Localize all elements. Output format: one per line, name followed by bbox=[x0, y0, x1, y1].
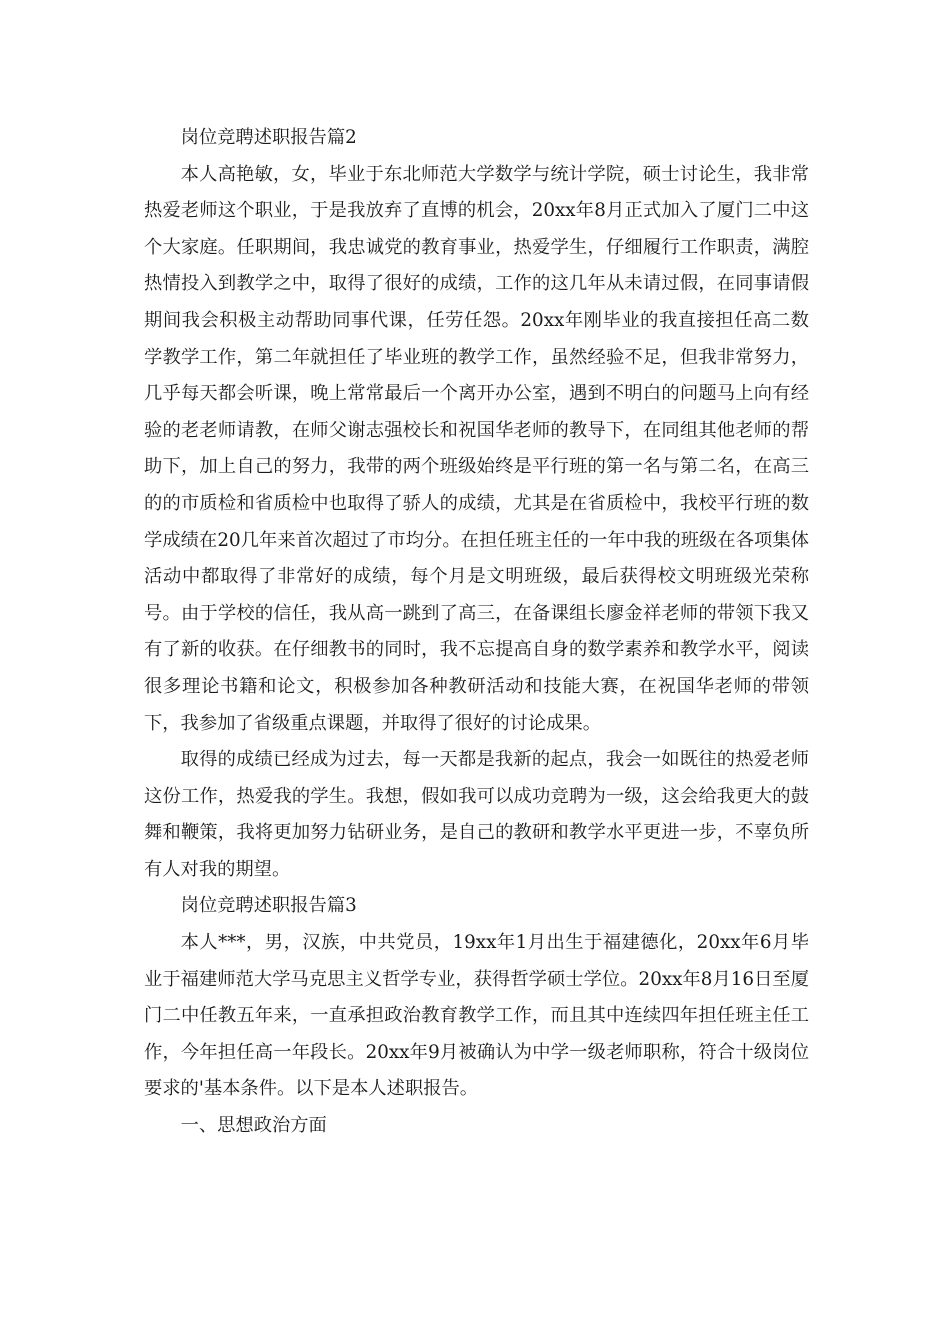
paragraph: 取得的成绩已经成为过去，每一天都是我新的起点，我会一如既往的热爱老师这份工作，热爱我的学生。我想，假如我可以成功竞聘为一级，这会给我更大的鼓舞和鞭策，我将更加努力钻研业务，是自己的教研和教学水平更进一步，不辜负所有人对我的期望。 bbox=[144, 749, 809, 880]
paragraph: 本人***，男，汉族，中共党员，19xx年1月出生于福建德化，20xx年6月毕业于福建师范大学马克思主义哲学专业，获得哲学硕士学位。20xx年8月16日至厦门二中任教五年来，一直承担政治教育教学工作，而且其中连续四年担任班主任工作，今年担任高一年段长。20xx年9月被确认为中学一级老师职称，符合十级岗位要求的'基本条件。以下是本人述职报告。 bbox=[144, 932, 809, 1100]
paragraph: 本人高艳敏，女，毕业于东北师范大学数学与统计学院，硕士讨论生，我非常热爱老师这个职业，于是我放弃了直博的机会，20xx年8月正式加入了厦门二中这个大家庭。任职期间，我忠诚党的教育事业，热爱学生，仔细履行工作职责，满腔热情投入到教学之中，取得了很好的成绩，工作的这几年从未请过假，在同事请假期间我会积极主动帮助同事代课，任劳任怨。20xx年刚毕业的我直接担任高二数学教学工作，第二年就担任了毕业班的教学工作，虽然经验不足，但我非常努力，几乎每天都会听课，晚上常常最后一个离开办公室，遇到不明白的问题马上向有经验的老老师请教，在师父谢志强校长和祝国华老师的教导下，在同组其他老师的帮助下，加上自己的努力，我带的两个班级始终是平行班的第一名与第二名，在高三的的市质检和省质检中也取得了骄人的成绩，尤其是在省质检中，我校平行班的数学成绩在20几年来首次超过了市均分。在担任班主任的一年中我的班级在各项集体活动中都取得了非常好的成绩，每个月是文明班级，最后获得校文明班级光荣称号。由于学校的信任，我从高一跳到了高三，在备课组长廖金祥老师的带领下我又有了新的收获。在仔细教书的同时，我不忘提高自身的数学素养和教学水平，阅读很多理论书籍和论文，积极参加各种教研活动和技能大赛，在祝国华老师的带领下，我参加了省级重点课题，并取得了很好的讨论成果。 bbox=[144, 163, 809, 734]
document-body bbox=[144, 120, 809, 1145]
paragraph: 一、思想政治方面 bbox=[180, 1115, 327, 1137]
section-heading: 岗位竞聘述职报告篇2 bbox=[180, 127, 357, 148]
section-heading: 岗位竞聘述职报告篇3 bbox=[180, 895, 357, 917]
